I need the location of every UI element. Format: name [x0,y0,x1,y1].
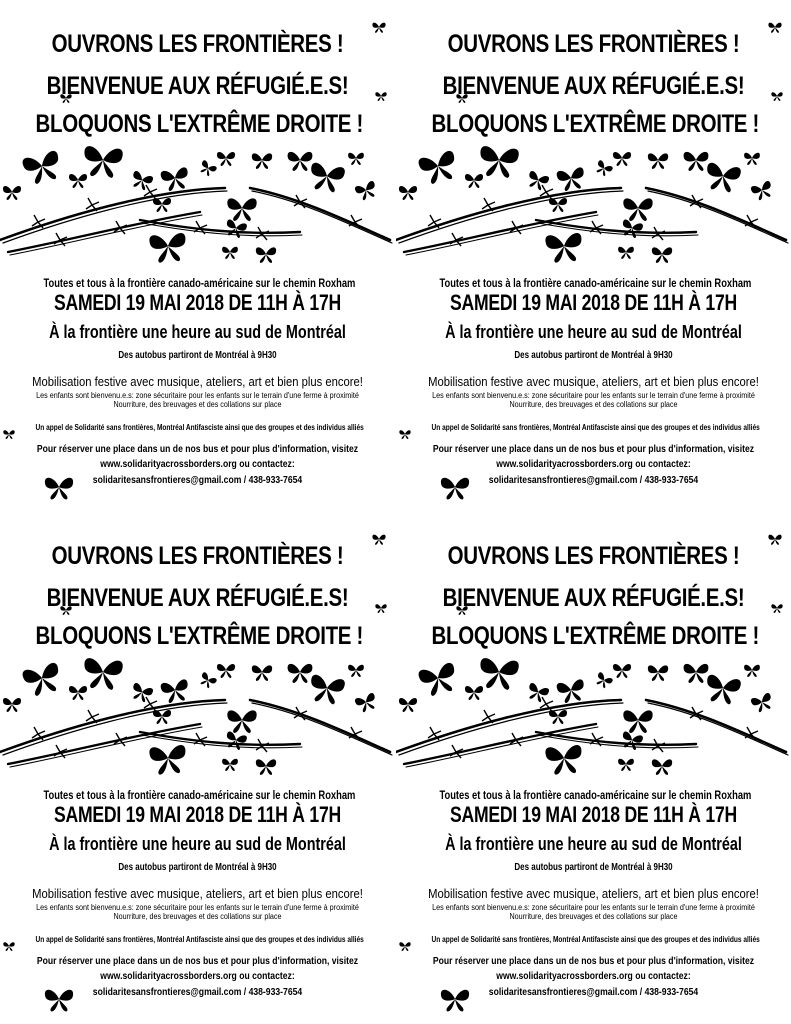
butterfly-icon [44,472,74,502]
bus-departure: Des autobus partiront de Montréal à 9H30 [514,862,673,873]
reserve-text: Pour réserver une place dans un de nos bus et pour plus d'information, visitez [432,955,755,967]
contact-email-phone[interactable]: solidaritesansfrontieres@gmail.com / 438-933-7654 [92,474,303,486]
bus-departure: Des autobus partiront de Montréal à 9H30 [118,862,277,873]
flyer-top-left [0,0,395,512]
headline-open-borders: OUVRONS LES FRONTIÈRES ! [447,30,740,58]
barbed-wire-butterflies-icon [0,140,395,275]
headline-welcome-refugees: BIENVENUE AUX RÉFUGIÉ.E.S! [442,72,745,100]
food-text: Nourriture, des breuvages et des collations sur place [113,400,282,409]
flyer-bottom-left [0,512,395,1024]
butterfly-icon [456,604,468,616]
organizers-call: Un appel de Solidarité sans frontières, Montréal Antifasciste ainsi que des groupes et des individus alliés [35,423,364,432]
food-text: Nourriture, des breuvages et des collations sur place [113,912,282,921]
headline-open-borders: OUVRONS LES FRONTIÈRES ! [51,542,344,570]
headline-open-borders: OUVRONS LES FRONTIÈRES ! [51,30,344,58]
children-text: Les enfants sont bienvenu.e.s: zone sécuritaire pour les enfants sur le terrain d'une ferme à proximité [36,391,359,400]
website-link[interactable]: www.solidarityacrossborders.org ou contactez: [496,458,691,470]
event-date: SAMEDI 19 MAI 2018 DE 11H À 17H [450,290,737,315]
event-date: SAMEDI 19 MAI 2018 DE 11H À 17H [450,802,737,827]
butterfly-icon [399,940,411,952]
reserve-text: Pour réserver une place dans un de nos bus et pour plus d'information, visitez [36,443,359,455]
mobilisation-text: Mobilisation festive avec musique, ateliers, art et bien plus encore! [428,375,759,389]
organizers-call: Un appel de Solidarité sans frontières, Montréal Antifasciste ainsi que des groupes et des individus alliés [431,935,760,944]
contact-email-phone[interactable]: solidaritesansfrontieres@gmail.com / 438-933-7654 [488,986,699,998]
children-text: Les enfants sont bienvenu.e.s: zone sécuritaire pour les enfants sur le terrain d'une ferme à proximité [36,903,359,912]
butterfly-icon [440,984,470,1014]
event-date: SAMEDI 19 MAI 2018 DE 11H À 17H [54,290,341,315]
butterfly-icon [60,604,72,616]
contact-email-phone[interactable]: solidaritesansfrontieres@gmail.com / 438-933-7654 [92,986,303,998]
mobilisation-text: Mobilisation festive avec musique, ateliers, art et bien plus encore! [428,887,759,901]
event-place: À la frontière une heure au sud de Montréal [49,322,346,342]
butterfly-icon [44,984,74,1014]
butterfly-icon [375,602,387,614]
barbed-wire-butterflies-icon [0,652,395,787]
website-link[interactable]: www.solidarityacrossborders.org ou contactez: [100,970,295,982]
headline-welcome-refugees: BIENVENUE AUX RÉFUGIÉ.E.S! [46,72,349,100]
barbed-wire-butterflies-icon [396,140,791,275]
location-line: Toutes et tous à la frontière canado-américaine sur le chemin Roxham [43,276,356,290]
event-place: À la frontière une heure au sud de Montréal [445,322,742,342]
location-line: Toutes et tous à la frontière canado-américaine sur le chemin Roxham [439,788,752,802]
headline-open-borders: OUVRONS LES FRONTIÈRES ! [447,542,740,570]
barbed-wire-butterflies-icon [396,652,791,787]
location-line: Toutes et tous à la frontière canado-américaine sur le chemin Roxham [439,276,752,290]
butterfly-icon [399,428,411,440]
butterfly-icon [60,92,72,104]
organizers-call: Un appel de Solidarité sans frontières, Montréal Antifasciste ainsi que des groupes et des individus alliés [431,423,760,432]
reserve-text: Pour réserver une place dans un de nos bus et pour plus d'information, visitez [432,443,755,455]
bus-departure: Des autobus partiront de Montréal à 9H30 [514,350,673,361]
headline-welcome-refugees: BIENVENUE AUX RÉFUGIÉ.E.S! [442,584,745,612]
headline-block-far-right: BLOQUONS L'EXTRÊME DROITE ! [431,110,759,138]
butterfly-icon [771,90,783,102]
reserve-text: Pour réserver une place dans un de nos bus et pour plus d'information, visitez [36,955,359,967]
butterfly-icon [768,20,782,34]
butterfly-icon [771,602,783,614]
headline-welcome-refugees: BIENVENUE AUX RÉFUGIÉ.E.S! [46,584,349,612]
mobilisation-text: Mobilisation festive avec musique, ateliers, art et bien plus encore! [32,375,363,389]
butterfly-icon [768,532,782,546]
website-link[interactable]: www.solidarityacrossborders.org ou contactez: [496,970,691,982]
event-place: À la frontière une heure au sud de Montréal [445,834,742,854]
headline-block-far-right: BLOQUONS L'EXTRÊME DROITE ! [431,622,759,650]
headline-block-far-right: BLOQUONS L'EXTRÊME DROITE ! [35,622,363,650]
food-text: Nourriture, des breuvages et des collations sur place [509,912,678,921]
headline-block-far-right: BLOQUONS L'EXTRÊME DROITE ! [35,110,363,138]
butterfly-icon [456,92,468,104]
flyer-bottom-right [396,512,791,1024]
location-line: Toutes et tous à la frontière canado-américaine sur le chemin Roxham [43,788,356,802]
butterfly-icon [440,472,470,502]
butterfly-icon [372,532,386,546]
flyer-top-right [396,0,791,512]
mobilisation-text: Mobilisation festive avec musique, ateliers, art et bien plus encore! [32,887,363,901]
butterfly-icon [375,90,387,102]
butterfly-icon [372,20,386,34]
event-place: À la frontière une heure au sud de Montréal [49,834,346,854]
food-text: Nourriture, des breuvages et des collations sur place [509,400,678,409]
bus-departure: Des autobus partiront de Montréal à 9H30 [118,350,277,361]
contact-email-phone[interactable]: solidaritesansfrontieres@gmail.com / 438-933-7654 [488,474,699,486]
website-link[interactable]: www.solidarityacrossborders.org ou contactez: [100,458,295,470]
butterfly-icon [3,940,15,952]
organizers-call: Un appel de Solidarité sans frontières, Montréal Antifasciste ainsi que des groupes et des individus alliés [35,935,364,944]
butterfly-icon [3,428,15,440]
children-text: Les enfants sont bienvenu.e.s: zone sécuritaire pour les enfants sur le terrain d'une ferme à proximité [432,391,755,400]
event-date: SAMEDI 19 MAI 2018 DE 11H À 17H [54,802,341,827]
children-text: Les enfants sont bienvenu.e.s: zone sécuritaire pour les enfants sur le terrain d'une ferme à proximité [432,903,755,912]
